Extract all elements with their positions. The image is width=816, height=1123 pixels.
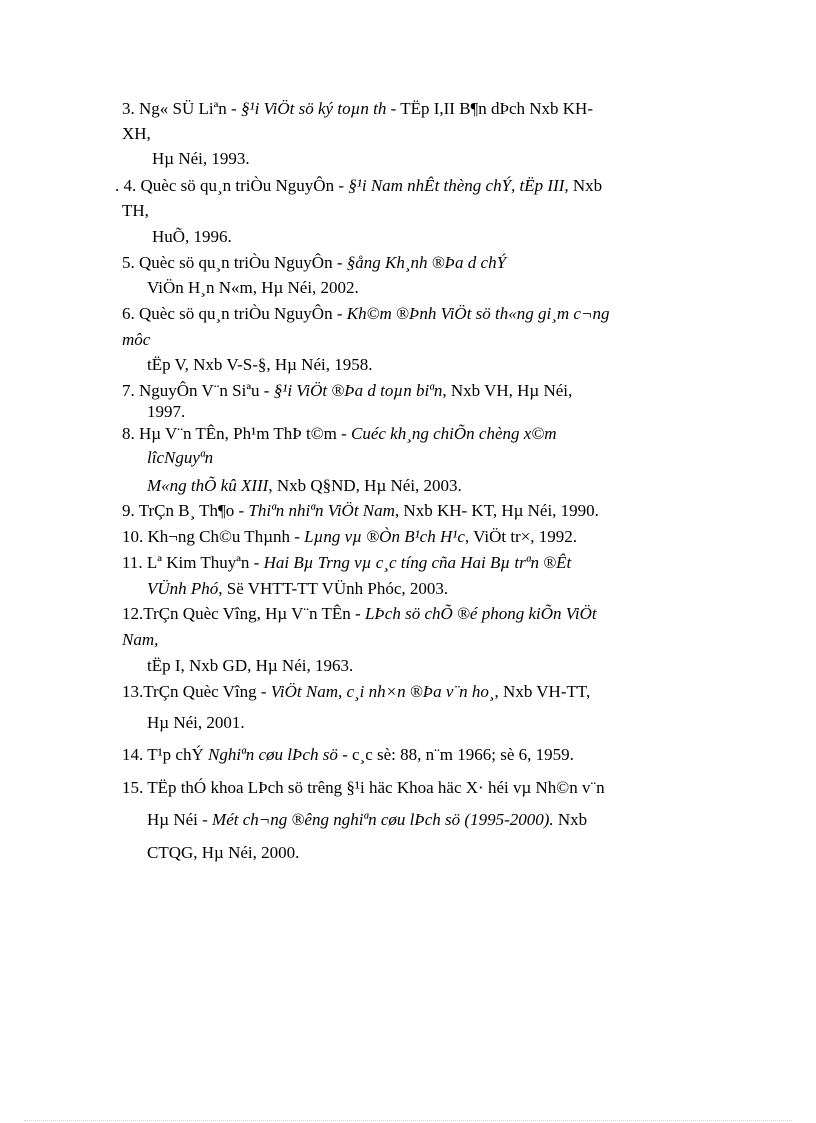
ref-14-line-1 xyxy=(122,745,574,765)
ref-15-text: 15. TËp thÓ khoa LÞch sö trêng §¹i häc Khoa häc X· héi vµ Nh©n v¨n xyxy=(122,778,605,797)
ref-12-line-3 xyxy=(147,656,353,676)
ref-11-title: VÜnh Phó, xyxy=(147,579,223,598)
ref-6-line-1 xyxy=(122,304,609,324)
page-bottom-rule xyxy=(24,1120,792,1121)
ref-3-line-3 xyxy=(152,149,250,169)
ref-6-title: môc xyxy=(122,330,151,349)
ref-8-line-1 xyxy=(122,424,557,444)
ref-7-text: 1997. xyxy=(147,402,186,421)
ref-15-line-2 xyxy=(147,810,587,830)
ref-12-line-1 xyxy=(122,604,597,624)
ref-12-title: LÞch sö chÕ ®é phong kiÕn ViÖt xyxy=(364,604,597,623)
ref-8-text: 8. Hµ V¨n TÊn, Ph¹m ThÞ t©m - xyxy=(122,424,351,443)
ref-12-title: Nam, xyxy=(122,630,159,649)
ref-4-text: HuÕ, 1996. xyxy=(152,227,232,246)
ref-5-title: §ång Kh¸nh ®Þa d chÝ xyxy=(346,253,507,272)
ref-15-text: CTQG, Hµ Néi, 2000. xyxy=(147,843,300,862)
ref-6-line-2 xyxy=(122,330,150,350)
ref-4-line-1 xyxy=(115,176,602,196)
ref-13-title: ViÖt Nam, c¸i nh×n ®Þa v¨n ho¸ xyxy=(270,682,495,701)
ref-8-title: lîcNguyªn xyxy=(147,448,214,467)
ref-5-line-1 xyxy=(122,253,506,273)
ref-13-text: Hµ Néi, 2001. xyxy=(147,713,245,732)
ref-7-title: §¹i ViÖt ®Þa d toµn biªn xyxy=(273,381,443,400)
ref-12-line-2 xyxy=(122,630,158,650)
ref-11-line-2 xyxy=(147,579,448,599)
ref-8-title: Cuéc kh¸ng chiÕn chèng x©m xyxy=(351,424,557,443)
ref-6-title: Kh©m ®Þnh ViÖt sö th«ng gi¸m c¬ng xyxy=(346,304,610,323)
ref-4-title: §¹i Nam nhÊt thèng chÝ, tËp III, xyxy=(348,176,569,195)
ref-4-text: Nxb xyxy=(568,176,603,195)
ref-8-line-3 xyxy=(147,476,462,496)
ref-3-line-1 xyxy=(122,99,593,119)
ref-15-text: Nxb xyxy=(553,810,588,829)
ref-6-text: 6. Quèc sö qu¸n triÒu NguyÔn - xyxy=(122,304,347,323)
ref-9-line-1 xyxy=(122,501,599,521)
ref-3-line-2 xyxy=(122,124,151,144)
ref-4-text: . 4. Quèc sö qu¸n triÒu NguyÔn - xyxy=(115,176,349,195)
ref-9-text: , Nxb KH- KT, Hµ Néi, 1990. xyxy=(394,501,599,520)
ref-10-text: 10. Kh¬ng Ch©u Thµnh - xyxy=(122,527,305,546)
ref-8-title: M«ng thÕ kû XIII xyxy=(147,476,269,495)
ref-13-line-2 xyxy=(147,713,245,733)
ref-12-text: 12.TrÇn Quèc Vîng, Hµ V¨n TÊn - xyxy=(122,604,365,623)
ref-3-text: - TËp I,II B¶n dÞch Nxb KH- xyxy=(390,99,593,118)
ref-5-line-2 xyxy=(147,278,359,298)
ref-4-line-3 xyxy=(152,227,232,247)
ref-3-text: 3. Ng« SÜ Liªn - xyxy=(122,99,241,118)
ref-4-text: TH, xyxy=(122,201,149,220)
ref-15-text: Hµ Néi - xyxy=(147,810,213,829)
ref-3-text: XH, xyxy=(122,124,151,143)
ref-7-text: , Nxb VH, Hµ Néi, xyxy=(442,381,573,400)
ref-7-line-2 xyxy=(147,402,185,422)
ref-10-line-1 xyxy=(122,527,577,547)
ref-6-text: tËp V, Nxb V-S-§, Hµ Néi, 1958. xyxy=(147,355,373,374)
ref-13-line-1 xyxy=(122,682,590,702)
ref-10-title: Lµng vµ ®Òn B¹ch H¹c xyxy=(304,527,465,546)
ref-14-title: Nghiªn cøu lÞch sö xyxy=(208,745,338,764)
ref-4-line-2 xyxy=(122,201,149,221)
ref-11-text: Së VHTT-TT VÜnh Phóc, 2003. xyxy=(222,579,449,598)
ref-10-text: , ViÖt tr×, 1992. xyxy=(464,527,578,546)
ref-9-text: 9. TrÇn B¸ Th¶o - xyxy=(122,501,249,520)
ref-3-title: §¹i ViÖt sö ký toµn th xyxy=(240,99,391,118)
ref-5-text: 5. Quèc sö qu¸n triÒu NguyÔn - xyxy=(122,253,347,272)
ref-11-title: Hai Bµ Trng vµ c¸c tíng cña Hai Bµ trªn ®Êt xyxy=(263,553,572,572)
ref-13-text: 13.TrÇn Quèc Vîng - xyxy=(122,682,271,701)
ref-3-text: Hµ Néi, 1993. xyxy=(152,149,250,168)
ref-7-text: 7. NguyÔn V¨n Siªu - xyxy=(122,381,274,400)
ref-15-title: Mét ch¬ng ®êng nghiªn cøu lÞch sö (1995-2000). xyxy=(212,810,554,829)
ref-15-line-1 xyxy=(122,778,605,798)
ref-14-text: 14. T¹p chÝ xyxy=(122,745,208,764)
ref-8-line-2 xyxy=(147,448,213,468)
ref-7-line-1 xyxy=(122,381,572,401)
ref-6-line-3 xyxy=(147,355,372,375)
ref-9-title: Thiªn nhiªn ViÖt Nam xyxy=(248,501,395,520)
ref-11-text: 11. Lª Kim Thuyªn - xyxy=(122,553,264,572)
ref-15-line-3 xyxy=(147,843,299,863)
ref-8-text: , Nxb Q§ND, Hµ Néi, 2003. xyxy=(268,476,462,495)
ref-14-text: - c¸c sè: 88, n¨m 1966; sè 6, 1959. xyxy=(337,745,574,764)
ref-13-text: , Nxb VH-TT, xyxy=(494,682,591,701)
ref-11-line-1 xyxy=(122,553,571,573)
ref-12-text: tËp I, Nxb GD, Hµ Néi, 1963. xyxy=(147,656,354,675)
ref-5-text: ViÖn H¸n N«m, Hµ Néi, 2002. xyxy=(147,278,359,297)
